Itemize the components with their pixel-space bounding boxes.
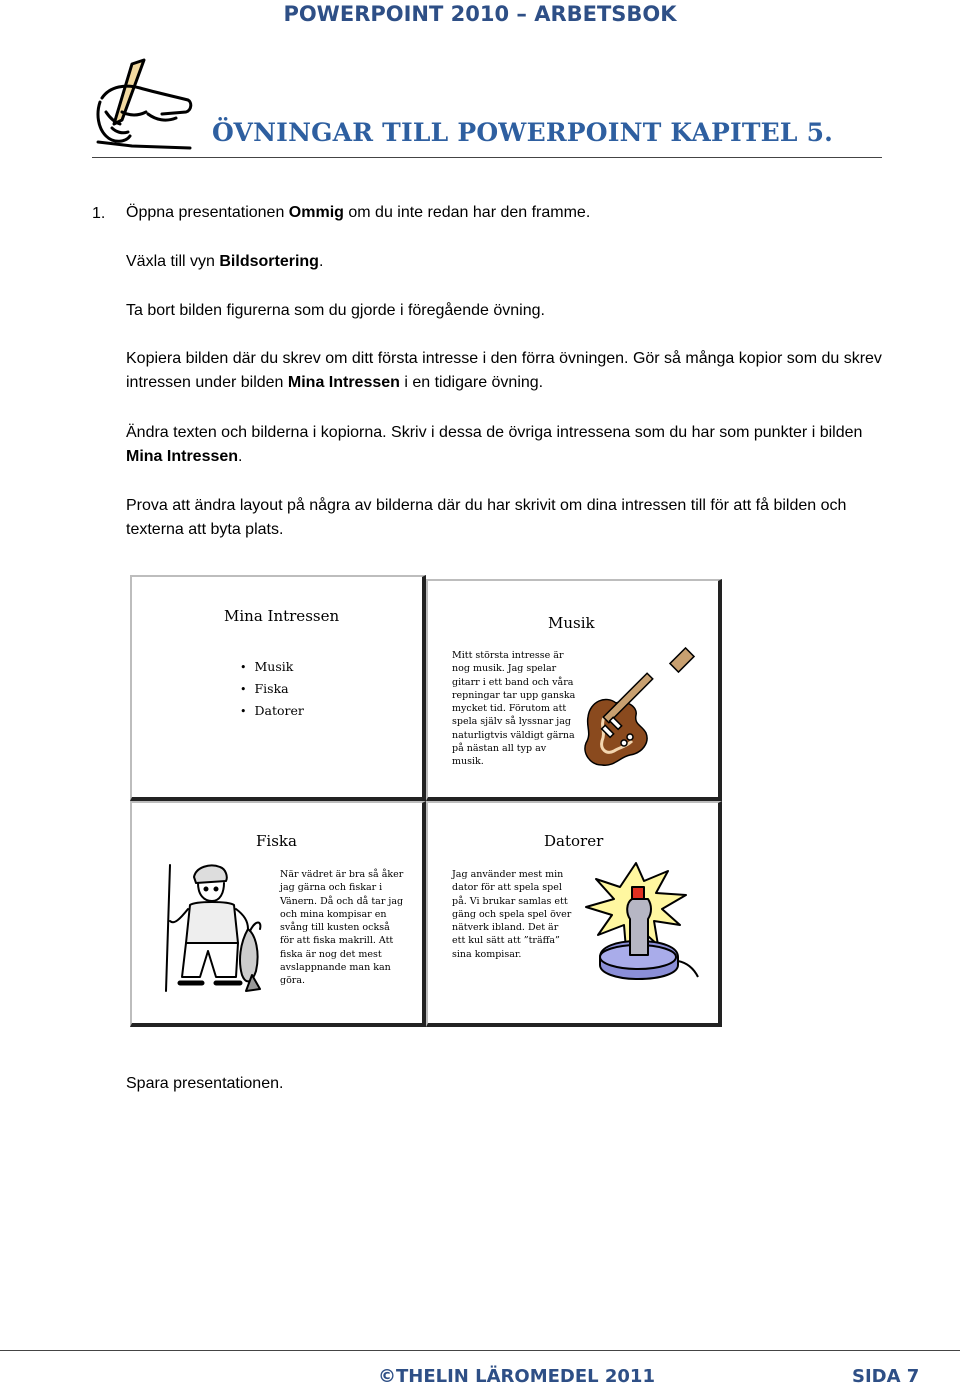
page-title: ÖVNINGAR TILL POWERPOINT KAPITEL 5. xyxy=(212,118,834,147)
joystick-icon xyxy=(576,859,702,985)
slide-thumbnail-fiska xyxy=(130,801,426,1027)
title-divider xyxy=(92,157,882,158)
instruction-1: Öppna presentationen Ommig om du inte redan har den framme. xyxy=(126,204,591,221)
slide-body-text: Jag använder mest min dator för att spela spel på. Vi brukar samlas ett gäng och spela spel över nätverk ibland. Det är ett kul sätt att ”träffa” sina kompisar. xyxy=(452,869,572,960)
list-item: • Datorer xyxy=(240,700,304,722)
instruction-2: Växla till vyn Bildsortering. xyxy=(126,253,324,270)
slide-title: Datorer xyxy=(544,832,604,850)
writing-hand-icon xyxy=(92,58,196,150)
slide-thumbnail-musik xyxy=(426,579,722,801)
instruction-5: Ändra texten och bilderna i kopiorna. Skriv i dessa de övriga intressena som du har som punkter i bilden Mina Intressen. xyxy=(126,424,863,465)
footer-divider xyxy=(0,1350,960,1351)
slide-body-text: Mitt största intresse är nog musik. Jag spelar gitarr i ett band och våra repningar tar upp ganska mycket tid. Förutom att spela själv så lyssnar jag naturligtvis väldigt gärna på nästan all typ av musik. xyxy=(452,650,576,768)
page-number: SIDA 7 xyxy=(852,1366,920,1387)
list-item: • Musik xyxy=(240,656,304,678)
instruction-6: Prova att ändra layout på några av bilderna där du har skrivit om dina intressen till för att få bilden och texterna att byta plats. xyxy=(126,497,847,538)
slide-sorter-preview xyxy=(130,575,722,1027)
slide-thumbnail-datorer xyxy=(426,801,722,1027)
instruction-7: Spara presentationen. xyxy=(126,1075,284,1092)
instruction-3: Ta bort bilden figurerna som du gjorde i föregående övning. xyxy=(126,302,545,319)
guitar-icon xyxy=(580,647,704,773)
exercise-number: 1. xyxy=(92,205,106,222)
instruction-4: Kopiera bilden där du skrev om ditt första intresse i den förra övningen. Gör så många kopior som du skrev intressen under bilden Mina Intressen i en tidigare övning. xyxy=(126,350,882,391)
running-header: POWERPOINT 2010 – ARBETSBOK xyxy=(283,2,677,26)
list-item: • Fiska xyxy=(240,678,304,700)
footer-copyright: ©THELIN LÄROMEDEL 2011 xyxy=(378,1366,655,1387)
slide-body-text: När vädret är bra så åker jag gärna och fiskar i Vänern. Då och då tar jag och mina kompisar en svång till kusten också för att fiska makrill. Att fiska är nog det mest avslappnande man kan göra. xyxy=(280,869,404,987)
slide-bullet-list xyxy=(240,656,304,722)
slide-title: Musik xyxy=(548,614,595,632)
fisherman-icon xyxy=(152,859,278,997)
slide-title: Fiska xyxy=(256,832,297,850)
slide-thumbnail-mina-intressen xyxy=(130,575,426,801)
slide-title: Mina Intressen xyxy=(224,607,340,625)
